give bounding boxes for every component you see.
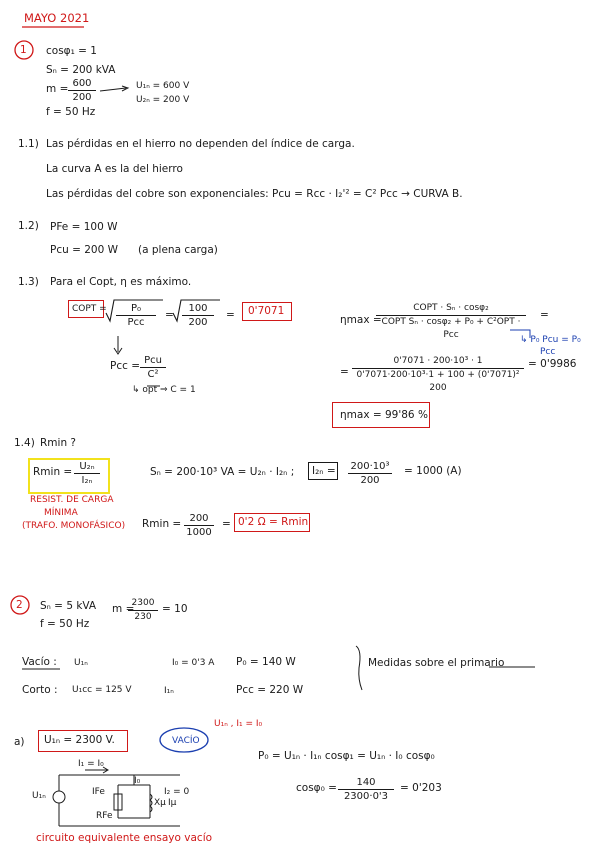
sn-equation: Sₙ = 200·10³ VA = U₂ₙ · I₂ₙ ; [150, 466, 295, 478]
rmin2-lhs: Rmin = [142, 518, 182, 530]
given-line: Sₙ = 200 kVA [46, 64, 116, 76]
equals: = [222, 518, 231, 530]
i2n-lhs: I₂ₙ = [312, 465, 336, 477]
eta-result: ηmax = 99'86 % [340, 409, 428, 421]
test-value: U₁cc = 125 V [72, 685, 132, 695]
equals: = [165, 309, 174, 321]
rmin-fraction: $\frac{\text{U₂ₙ}}{\text{I₂ₙ}}$ [74, 460, 100, 487]
given-line: Sₙ = 5 kVA [40, 600, 97, 612]
test-value: I₁ₙ [164, 686, 174, 696]
copt-label: COPT = [72, 304, 107, 314]
blue-note: ↳ P₀ Pcu = P₀ [520, 335, 581, 345]
rmin-result: 0'2 Ω = Rmin [238, 516, 309, 528]
test-label: Corto : [22, 684, 58, 696]
text-line: PFe = 100 W [50, 221, 118, 233]
circuit-label: I₂ = 0 [164, 787, 190, 797]
eta-value: = 0'9986 [528, 358, 577, 370]
circuit-label: RFe [96, 811, 113, 821]
cos-lhs: cosφ₀ = [296, 782, 337, 794]
rmin-lhs: Rmin = [33, 466, 73, 478]
p0-equation: P₀ = U₁ₙ · I₁ₙ cosφ₁ = U₁ₙ · I₀ cosφ₀ [258, 750, 435, 762]
equals: = [226, 309, 235, 321]
ratio-fraction: $\frac{100}{200}$ [182, 302, 214, 329]
section-label: 1.4) [14, 437, 35, 449]
copt-result: 0'7071 [248, 305, 285, 317]
voltage-line: U₁ₙ = 600 V [136, 81, 190, 91]
annotation: RESIST. DE CARGA [30, 495, 114, 505]
section-label: 1.2) [18, 220, 39, 232]
question: Rmin ? [40, 437, 77, 449]
ratio-label: m = [112, 603, 135, 615]
text-line: Para el Copt, η es máximo. [50, 276, 192, 288]
ratio-fraction: $\frac{2300}{230}$ [128, 597, 158, 624]
annotation: MÍNIMA [44, 508, 78, 518]
test-label: Vacío : [22, 656, 57, 668]
vacio-tag: VACÍO [172, 736, 200, 746]
cos-fraction: $\frac{140}{2300\cdot 0'3}$ [338, 776, 394, 803]
circuit-label: Iμ [168, 798, 177, 808]
given-line: f = 50 Hz [46, 106, 96, 118]
ratio-fraction: $\frac{600}{200}$ [68, 77, 96, 104]
test-value: P₀ = 140 W [236, 656, 296, 668]
test-value: Pcc = 220 W [236, 684, 304, 696]
problem-number: 2 [16, 599, 23, 611]
opt-note: ↳ opt ⇒ C = 1 [132, 385, 196, 395]
ratio-value: = 10 [162, 603, 188, 615]
medidas-note: Medidas sobre el primario [368, 657, 505, 669]
circuit-caption: circuito equivalente ensayo vacío [36, 832, 213, 844]
i2n-fraction: $\frac{\text{200·10³}}{200}$ [348, 460, 392, 487]
circuit-label: I₀ [134, 776, 141, 786]
page-title: MAYO 2021 [24, 11, 90, 25]
pcc-fraction: Pcu C² [140, 354, 166, 381]
section-label: 1.1) [18, 138, 39, 150]
text-line: Las pérdidas en el hierro no dependen del índice de carga. [46, 138, 355, 150]
text-line: La curva A es la del hierro [46, 163, 183, 175]
i2n-value: = 1000 (A) [404, 465, 462, 477]
circuit-label: U₁ₙ [32, 791, 46, 801]
text-line: (a plena carga) [138, 244, 218, 256]
test-value: I₀ = 0'3 A [172, 658, 215, 668]
blue-note: Pcc [540, 347, 556, 357]
voltage-line: U₂ₙ = 200 V [136, 95, 190, 105]
pcc-lhs: Pcc = [110, 360, 141, 372]
eta-numeric-fraction: $\frac{\text{0'7071 · 200·10³ · 1}}{\text{0'7071·200·10³·1 + 100 + (0'7071)² 200}}$ [352, 355, 524, 395]
ratio-fraction: P₀ Pcc [116, 302, 156, 329]
annotation: (TRAFO. MONOFÁSICO) [22, 521, 126, 531]
text-line: Pcu = 200 W [50, 244, 118, 256]
section-label: 1.3) [18, 276, 39, 288]
rmin2-fraction: $\frac{200}{1000}$ [184, 512, 214, 539]
circuit-label: Xμ [154, 798, 166, 808]
equals: = [540, 309, 549, 321]
u1n-value: U₁ₙ = 2300 V. [44, 734, 115, 746]
problem-number: 1 [20, 44, 27, 56]
circuit-label: IFe [92, 787, 105, 797]
given-line: cosφ₁ = 1 [46, 45, 97, 57]
test-value: U₁ₙ [74, 658, 88, 668]
text-line: Las pérdidas del cobre son exponenciales: Pcu = Rcc · I₂'² = C² Pcc → CURVA B. [46, 188, 463, 200]
red-note: U₁ₙ , I₁ = I₀ [214, 719, 263, 729]
eta-lhs: ηmax = [340, 314, 382, 326]
given-line: f = 50 Hz [40, 618, 90, 630]
cos-value: = 0'203 [400, 782, 442, 794]
circuit-label: I₁ = I₀ [78, 759, 104, 769]
equals: = [340, 366, 349, 378]
given-line: m = [46, 83, 69, 95]
eta-fraction: COPT · Sₙ · cosφ₂ COPT Sₙ · cosφ₂ + P₀ + C²OPT · Pcc [376, 302, 526, 342]
section-label: a) [14, 736, 25, 748]
